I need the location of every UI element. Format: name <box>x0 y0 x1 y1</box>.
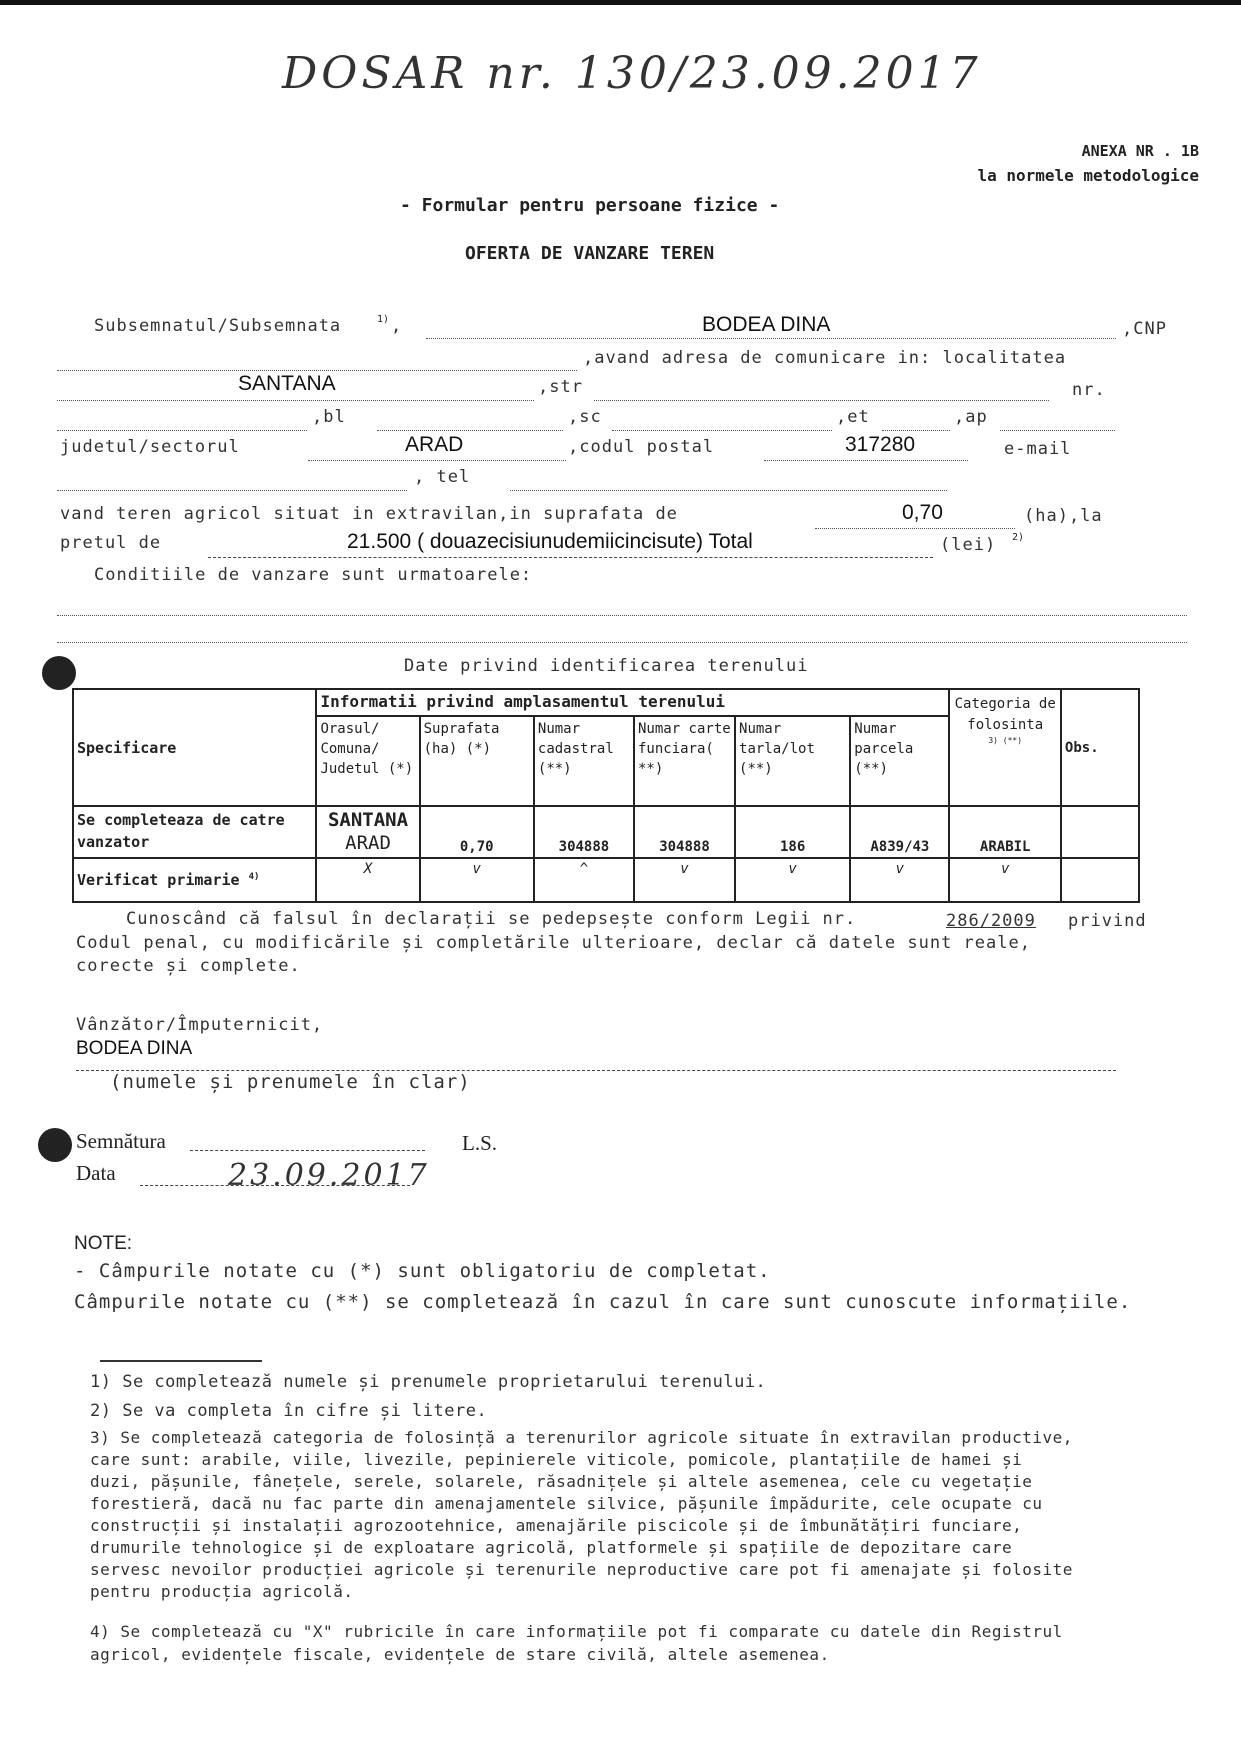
sup-1: 1) <box>377 314 390 325</box>
check-parcela[interactable]: v <box>850 858 949 902</box>
sc-label: ,sc <box>568 407 602 427</box>
note-2: Câmpurile notate cu (**) se completează în cazul în care sunt cunoscute informațiile. <box>74 1291 1132 1313</box>
cell-suprafata[interactable]: 0,70 <box>420 806 534 858</box>
table-caption: Date privind identificarea terenului <box>404 656 809 676</box>
declaratie-line-1: Cunoscând că falsul în declarații se pedepsește conform Legii nr. <box>126 909 857 929</box>
footnote-2: 2) Se va completa în cifre și litere. <box>90 1401 488 1421</box>
pret-label: pretul de <box>60 533 162 553</box>
cell-oras-judet: ARAD <box>345 832 391 854</box>
nr-label: nr. <box>1072 380 1106 400</box>
check-carte[interactable]: v <box>634 858 735 902</box>
judet-underline <box>308 460 566 461</box>
localitate-field[interactable]: SANTANA <box>238 372 336 395</box>
tel-label: , tel <box>414 467 471 487</box>
ap-label: ,ap <box>954 407 988 427</box>
col-cadastral-header: Numar cadastral (**) <box>534 716 634 806</box>
conditii-label: Conditiile de vanzare sunt urmatoarele: <box>94 565 533 585</box>
col-carte-header: Numar carte funciara( **) <box>634 716 735 806</box>
vand-label: vand teren agricol situat in extravilan,in suprafata de <box>60 504 678 524</box>
note-1: - Câmpurile notate cu (*) sunt obligatoriu de completat. <box>74 1260 771 1282</box>
col-suprafata-header: Suprafata (ha) (*) <box>420 716 534 806</box>
cell-cadastral[interactable]: 304888 <box>534 806 634 858</box>
handwritten-dosar: DOSAR nr. 130/23.09.2017 <box>282 48 982 99</box>
row-primarie-label <box>73 858 316 902</box>
seller-name-field[interactable]: BODEA DINA <box>702 313 831 336</box>
pret-field[interactable]: 21.500 ( douazecisiunudemiicincisute) Total <box>347 530 753 553</box>
judet-label: judetul/sectorul <box>60 437 240 457</box>
adresa-label: ,avand adresa de comunicare in: localitatea <box>583 348 1067 368</box>
categoria-header <box>949 689 1060 806</box>
footnote-3-line: pentru producția agricolă. <box>90 1582 354 1601</box>
formular-label: - Formular pentru persoane fizice - <box>400 195 780 216</box>
footnote-3-line: construcții și instalații agrozootehnice, amenajările piscicole și de îmbunătățiri funciare, <box>90 1516 1023 1535</box>
bl-label: ,bl <box>312 407 346 427</box>
footnote-4-line: agricol, evidențele fiscale, evidențele de stare civilă, altele asemenea. <box>90 1645 830 1664</box>
col-oras-header: Orasul/ Comuna/ Judetul (*) <box>316 716 419 806</box>
categoria-note: 3) (**) <box>988 736 1023 745</box>
cnp-label: ,CNP <box>1122 319 1167 339</box>
page-title: OFERTA DE VANZARE TEREN <box>465 243 715 264</box>
cell-obs[interactable] <box>1061 806 1139 858</box>
cod-postal-field[interactable]: 317280 <box>845 433 916 456</box>
binder-hole-top <box>42 656 76 690</box>
email-label: e-mail <box>1004 439 1072 459</box>
judet-field[interactable]: ARAD <box>405 433 464 456</box>
categoria-label: Categoria de folosinta <box>954 696 1056 733</box>
cell-parcela[interactable]: A839/43 <box>850 806 949 858</box>
bl-underline[interactable] <box>377 430 563 431</box>
conditii-line-1[interactable] <box>57 615 1187 616</box>
cnp-underline[interactable] <box>57 370 577 371</box>
scan-top-edge <box>0 0 1241 5</box>
localitate-underline <box>57 400 534 401</box>
ls-label: L.S. <box>462 1131 498 1155</box>
str-label: ,str <box>538 377 583 397</box>
col-tarla-header: Numar tarla/lot (**) <box>735 716 850 806</box>
note-title: NOTE: <box>74 1233 133 1254</box>
footnote-3-line: servesc nevoilor producției agricole și terenurile neproductive care pot fi amenajate și folosite <box>90 1560 1073 1579</box>
tel-underline[interactable] <box>510 490 947 491</box>
lei-label: (lei) <box>940 535 997 555</box>
cell-oras-localitate: SANTANA <box>327 809 409 831</box>
footnote-3 <box>90 1427 1073 1603</box>
nume-clar-label: (numele și prenumele în clar) <box>110 1071 471 1093</box>
normele-label: la normele metodologice <box>977 166 1199 185</box>
footnote-3-line: duzi, pășunile, fânețele, serele, solarele, răsadnițele și altele asemenea, cele cu vegetație <box>90 1472 1033 1491</box>
footnote-1: 1) Se completează numele și prenumele proprietarului terenului. <box>90 1372 767 1392</box>
nr-underline[interactable] <box>57 430 307 431</box>
sup-4: 4) <box>248 872 260 882</box>
et-label: ,et <box>836 407 870 427</box>
col-parcela-header: Numar parcela (**) <box>850 716 949 806</box>
declaratie-line-1-end: privind <box>1068 911 1147 931</box>
check-categoria[interactable]: v <box>949 858 1060 902</box>
row-primarie-text: Verificat primarie <box>77 871 240 889</box>
footnote-4 <box>90 1620 1063 1666</box>
ha-label: (ha),la <box>1024 506 1103 526</box>
teren-table <box>72 688 1140 903</box>
pret-underline <box>208 557 933 558</box>
semnatura-field[interactable] <box>190 1150 425 1151</box>
check-tarla[interactable]: v <box>735 858 850 902</box>
str-underline[interactable] <box>594 400 1049 401</box>
declaratie-line-2: Codul penal, cu modificările și completările ulterioare, declar că datele sunt reale, <box>76 933 1031 953</box>
subsemnatul-label: Subsemnatul/Subsemnata <box>94 316 342 336</box>
check-cadastral[interactable]: ^ <box>534 858 634 902</box>
semnatura-label: Semnătura <box>76 1129 166 1153</box>
handwritten-date[interactable]: 23.09.2017 <box>228 1158 430 1193</box>
sc-underline[interactable] <box>612 430 832 431</box>
data-label: Data <box>76 1161 116 1185</box>
declaratie-line-3: corecte și complete. <box>76 956 301 976</box>
check-suprafata[interactable]: v <box>420 858 534 902</box>
suprafata-underline <box>815 528 1015 529</box>
lege-number: 286/2009 <box>946 911 1036 931</box>
footnote-3-line: 3) Se completează categoria de folosință a terenurilor agricole situate în extravilan productive, <box>90 1428 1073 1447</box>
check-oras[interactable]: X <box>316 858 419 902</box>
specificare-header: Specificare <box>73 689 316 806</box>
binder-hole-bottom <box>38 1128 72 1162</box>
name-underline <box>426 338 1116 339</box>
table-row-vanzator <box>73 806 1139 858</box>
table-row-primarie <box>73 858 1139 902</box>
cod-postal-label: ,codul postal <box>568 437 715 457</box>
ap-underline[interactable] <box>1000 430 1115 431</box>
vanzator-label: Vânzător/Împuternicit, <box>76 1015 324 1035</box>
cell-tarla[interactable]: 186 <box>735 806 850 858</box>
informatii-header: Informatii privind amplasamentul terenului <box>316 689 949 716</box>
sup-2: 2) <box>1012 532 1025 543</box>
obs-header: Obs. <box>1061 689 1139 806</box>
row-vanzator-label: Se completeaza de catre vanzator <box>73 806 316 858</box>
anexa-label: ANEXA NR . 1B <box>1081 142 1199 160</box>
suprafata-field[interactable]: 0,70 <box>902 501 943 524</box>
check-obs[interactable] <box>1061 858 1139 902</box>
cod-underline <box>764 460 968 461</box>
email-underline[interactable] <box>57 490 407 491</box>
footnote-3-line: forestieră, dacă nu fac parte din amenajamentele silvice, pășunile împădurite, cele ocupate cu <box>90 1494 1043 1513</box>
footnote-4-line: 4) Se completează cu "X" rubricile în care informațiile pot fi comparate cu datele din Registrul <box>90 1622 1063 1641</box>
conditii-line-2[interactable] <box>57 642 1187 643</box>
cell-carte[interactable]: 304888 <box>634 806 735 858</box>
cell-oras[interactable] <box>316 806 419 858</box>
footnote-3-line: care sunt: arabile, viile, livezile, pepinierele viticole, pomicole, plantațiile de hamei și <box>90 1450 1023 1469</box>
footnote-separator <box>100 1360 262 1362</box>
footnote-3-line: drumurile tehnologice și de exploatare agricolă, platformele și spațiile de depozitare care <box>90 1538 1013 1557</box>
et-underline[interactable] <box>882 430 950 431</box>
vanzator-nume-field[interactable]: BODEA DINA <box>76 1038 193 1059</box>
cell-categoria[interactable]: ARABIL <box>949 806 1060 858</box>
